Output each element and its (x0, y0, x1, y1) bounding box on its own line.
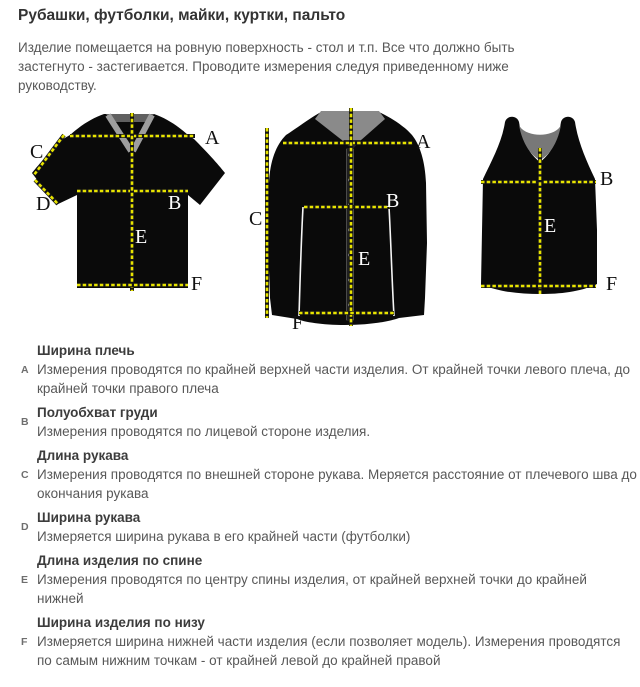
legend-term-shoulder-width: Ширина плечь (37, 343, 135, 358)
tshirt-label-D: D (36, 193, 51, 215)
tshirt-measurement-diagram (28, 106, 240, 298)
tank-label-E: E (544, 215, 557, 237)
legend-desc-back-length: Измерения проводятся по центру спины изделия, от крайней верхней точки до крайней нижней (37, 572, 587, 606)
page-title: Рубашки, футболки, майки, куртки, пальто (18, 7, 346, 24)
tshirt-label-B: B (168, 192, 182, 214)
shirt-label-E: E (358, 248, 371, 270)
shirt-illustration (248, 103, 440, 333)
legend-item-half-chest (0, 403, 640, 441)
legend-desc-bottom-width: Измеряется ширина нижней части изделия (если позволяет модель). Измерения проводятся по самым нижним точкам - от крайней левой до крайней правой (37, 634, 621, 668)
legend-term-sleeve-length: Длина рукава (37, 448, 129, 463)
tshirt-label-F: F (191, 273, 203, 295)
tshirt-label-C: C (30, 141, 44, 163)
tshirt-label-A: A (205, 127, 220, 149)
legend-item-sleeve-width (0, 508, 640, 546)
legend-item-bottom-width (0, 613, 640, 670)
legend-term-sleeve-width: Ширина рукава (37, 510, 141, 525)
intro-paragraph: Изделие помещается на ровную поверхность - стол и т.п. Все что должно быть застегнуто - застегивается. Проводите измерения следуя приведенному ниже руководству. (18, 40, 515, 93)
legend-item-shoulder-width (0, 341, 640, 398)
legend-key-d: D (21, 521, 29, 533)
legend-term-half-chest: Полуобхват груди (37, 405, 158, 420)
shirt-label-F: F (292, 312, 304, 334)
legend-item-sleeve-length (0, 446, 640, 503)
tank-label-F: F (606, 273, 618, 295)
legend-desc-sleeve-length: Измерения проводятся по внешней стороне рукава. Меряется расстояние от плечевого шва до окончания рукава (37, 467, 637, 501)
legend-desc-shoulder-width: Измерения проводятся по крайней верхней части изделия. От крайней точки левого плеча, до крайней точки правого плеча (37, 362, 630, 396)
legend-key-b: B (21, 416, 29, 428)
legend-key-c: C (21, 468, 29, 481)
tshirt-label-E: E (135, 226, 148, 248)
legend-desc-sleeve-width: Измеряется ширина рукава в его крайней части (футболки) (37, 529, 411, 544)
measurement-legend (0, 341, 640, 675)
legend-term-bottom-width: Ширина изделия по низу (37, 615, 205, 630)
legend-key-a: A (21, 363, 29, 376)
shirt-label-C: C (249, 208, 263, 230)
legend-key-e: E (21, 573, 29, 586)
tank-top-measurement-diagram (462, 110, 637, 302)
shirt-measurement-diagram (248, 103, 440, 333)
shirt-label-B: B (386, 190, 400, 212)
tank-label-B: B (600, 168, 614, 190)
legend-item-back-length (0, 551, 640, 608)
legend-key-f: F (21, 635, 28, 648)
legend-desc-half-chest: Измерения проводятся по лицевой стороне изделия. (37, 424, 371, 439)
shirt-label-A: A (416, 131, 431, 153)
legend-term-back-length: Длина изделия по спине (37, 553, 203, 568)
